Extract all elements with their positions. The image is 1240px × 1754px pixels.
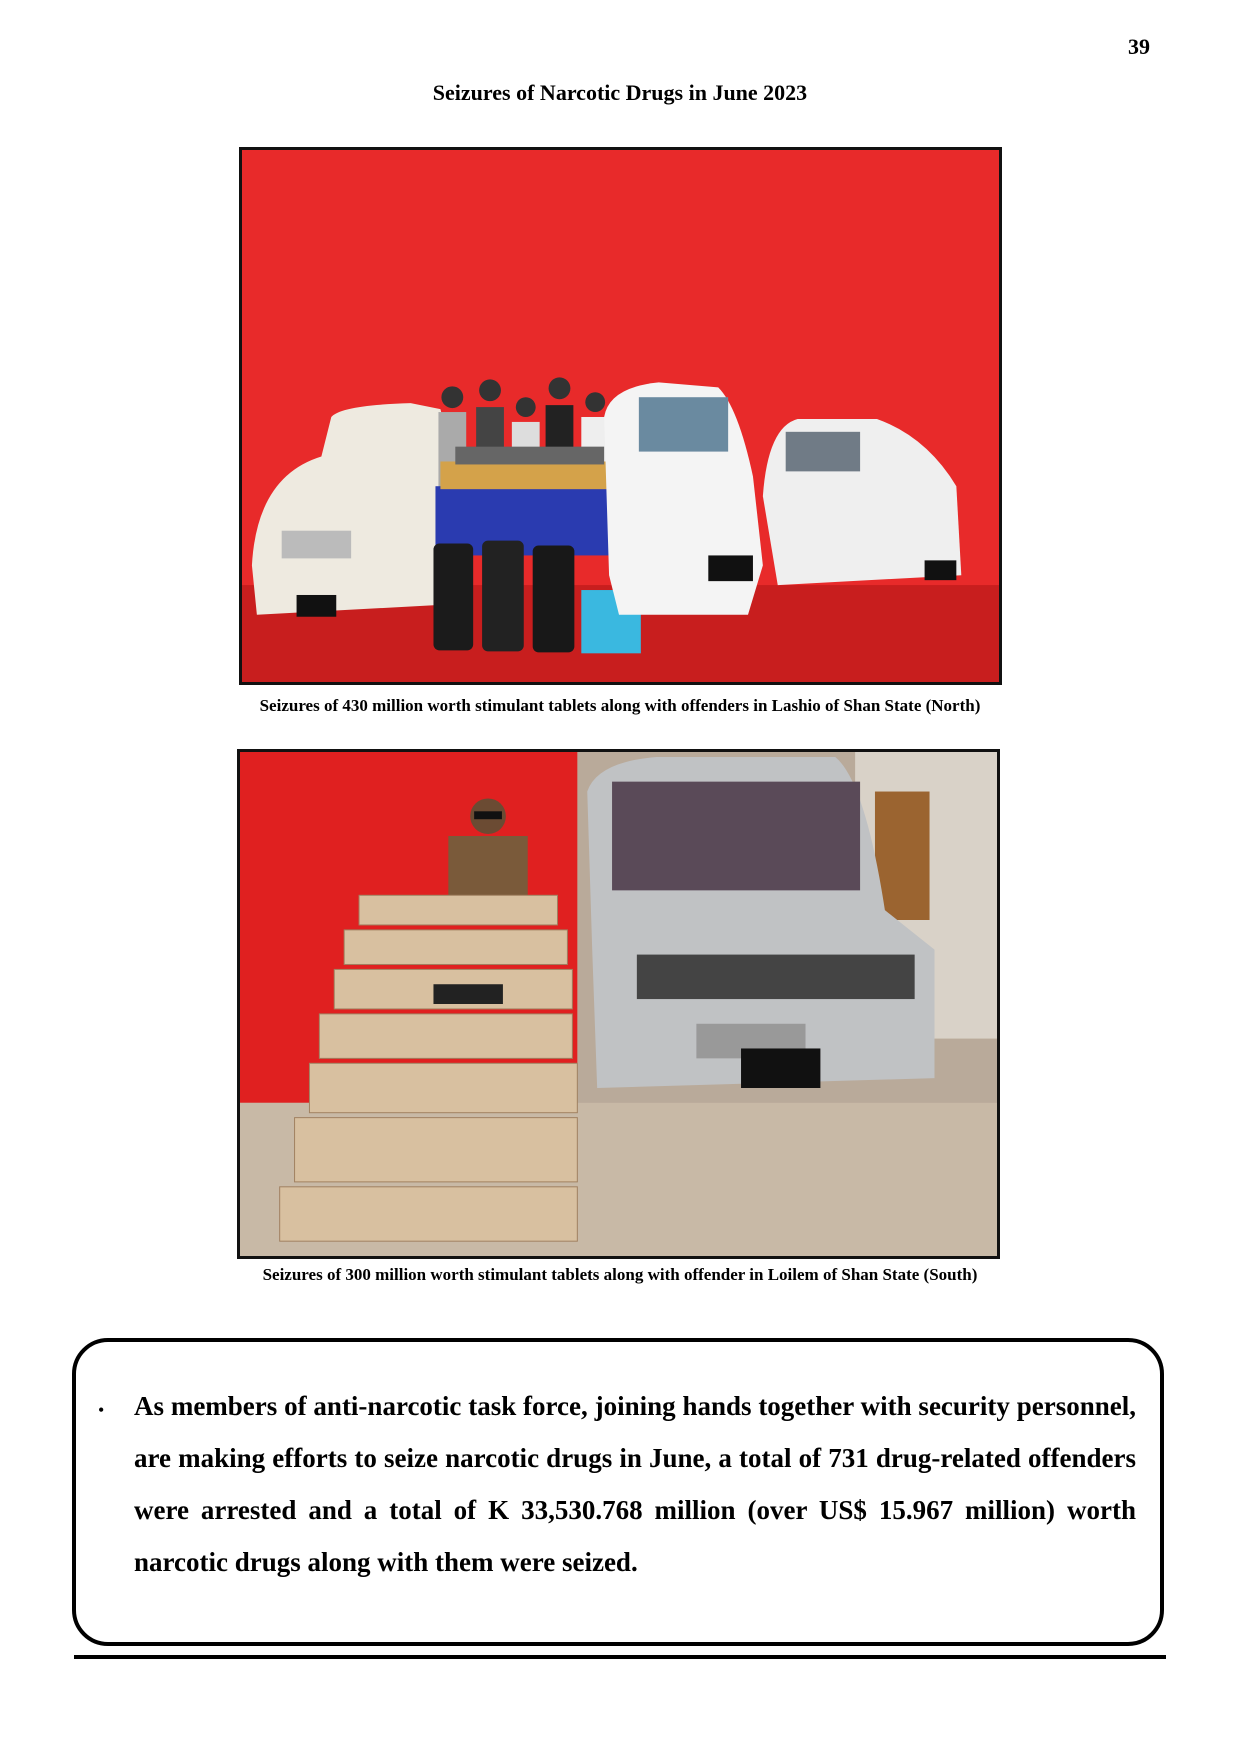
bullet-point: • — [98, 1400, 105, 1420]
photo-caption-lashio: Seizures of 430 million worth stimulant tablets along with offenders in Lashio of Shan State (North) — [259, 696, 981, 715]
seizure-photo-lashio — [239, 147, 1002, 685]
summary-box — [72, 1338, 1164, 1646]
seizure-photo-loilem-image — [240, 752, 997, 1256]
summary-paragraph: As members of anti-narcotic task force, joining hands together with security personnel, are making efforts to seize narcotic drugs in June, a total of 731 drug-related offenders were arrested and a total of K 33,530.768 million (over US$ 15.967 million) worth narcotic drugs along with them were seized. — [134, 1391, 1136, 1577]
seizure-photo-lashio-image — [242, 150, 999, 682]
photo-caption-loilem: Seizures of 300 million worth stimulant tablets along with offender in Loilem of Shan State (South) — [262, 1265, 978, 1284]
bottom-divider — [74, 1655, 1166, 1659]
page-number: 39 — [1128, 34, 1150, 59]
page-title: Seizures of Narcotic Drugs in June 2023 — [432, 80, 808, 105]
seizure-photo-loilem — [237, 749, 1000, 1259]
